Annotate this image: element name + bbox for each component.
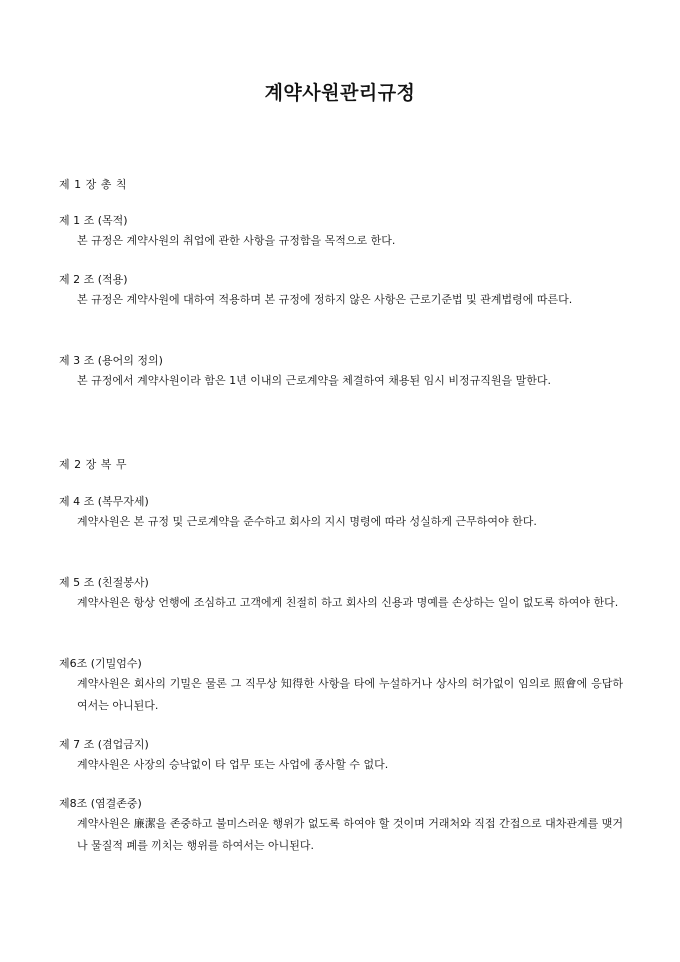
article-4-body: 계약사원은 본 규정 및 근로계약을 준수하고 회사의 지시 명령에 따라 성실하게 근무하여야 한다.: [77, 515, 537, 528]
article-1: [59, 212, 623, 252]
article-4: [59, 493, 623, 533]
article-6: [59, 655, 623, 717]
article-2: [59, 271, 623, 311]
document-title: 계약사원관리규정: [264, 82, 416, 104]
article-2-heading: 제 2 조 (적용): [59, 273, 128, 286]
article-5-heading: 제 5 조 (친절봉사): [59, 576, 149, 589]
article-2-body: 본 규정은 계약사원에 대하여 적용하며 본 규정에 정하지 않은 사항은 근로기준법 및 관계법령에 따른다.: [77, 293, 573, 306]
article-1-body: 본 규정은 계약사원의 취업에 관한 사항을 규정함을 목적으로 한다.: [77, 234, 396, 247]
article-3-body: 본 규정에서 계약사원이라 함은 1년 이내의 근로계약을 체결하여 채용된 임시 비정규직원을 말한다.: [77, 374, 551, 387]
article-7-heading: 제 7 조 (겸업금지): [59, 738, 149, 751]
article-4-heading: 제 4 조 (복무자세): [59, 495, 149, 508]
chapter-1-heading: 제 1 장 총 칙: [59, 178, 127, 191]
article-5-body: 계약사원은 항상 언행에 조심하고 고객에게 친절히 하고 회사의 신용과 명예를 손상하는 일이 없도록 하여야 한다.: [77, 596, 619, 609]
article-7-body: 계약사원은 사장의 승낙없이 타 업무 또는 사업에 종사할 수 없다.: [77, 758, 389, 771]
article-6-body: 계약사원은 회사의 기밀은 물론 그 직무상 知得한 사항을 타에 누설하거나 상사의 허가없이 임의로 照會에 응답하여서는 아니된다.: [77, 677, 623, 712]
article-1-heading: 제 1 조 (목적): [59, 214, 128, 227]
article-6-heading: 제6조 (기밀엄수): [59, 657, 142, 670]
article-3-heading: 제 3 조 (용어의 정의): [59, 354, 163, 367]
article-7: [59, 736, 623, 776]
article-5: [59, 574, 623, 614]
article-8-heading: 제8조 (염결존중): [59, 797, 142, 810]
article-8-body: 계약사원은 廉潔을 존중하고 불미스러운 행위가 없도록 하여야 할 것이며 거래처와 직접 간접으로 대차관계를 맺거나 물질적 폐를 끼치는 행위를 하여서는 아니된다.: [77, 817, 623, 852]
article-3: [59, 352, 623, 392]
chapter-2-heading: 제 2 장 복 무: [59, 458, 127, 471]
article-8: [59, 795, 623, 857]
